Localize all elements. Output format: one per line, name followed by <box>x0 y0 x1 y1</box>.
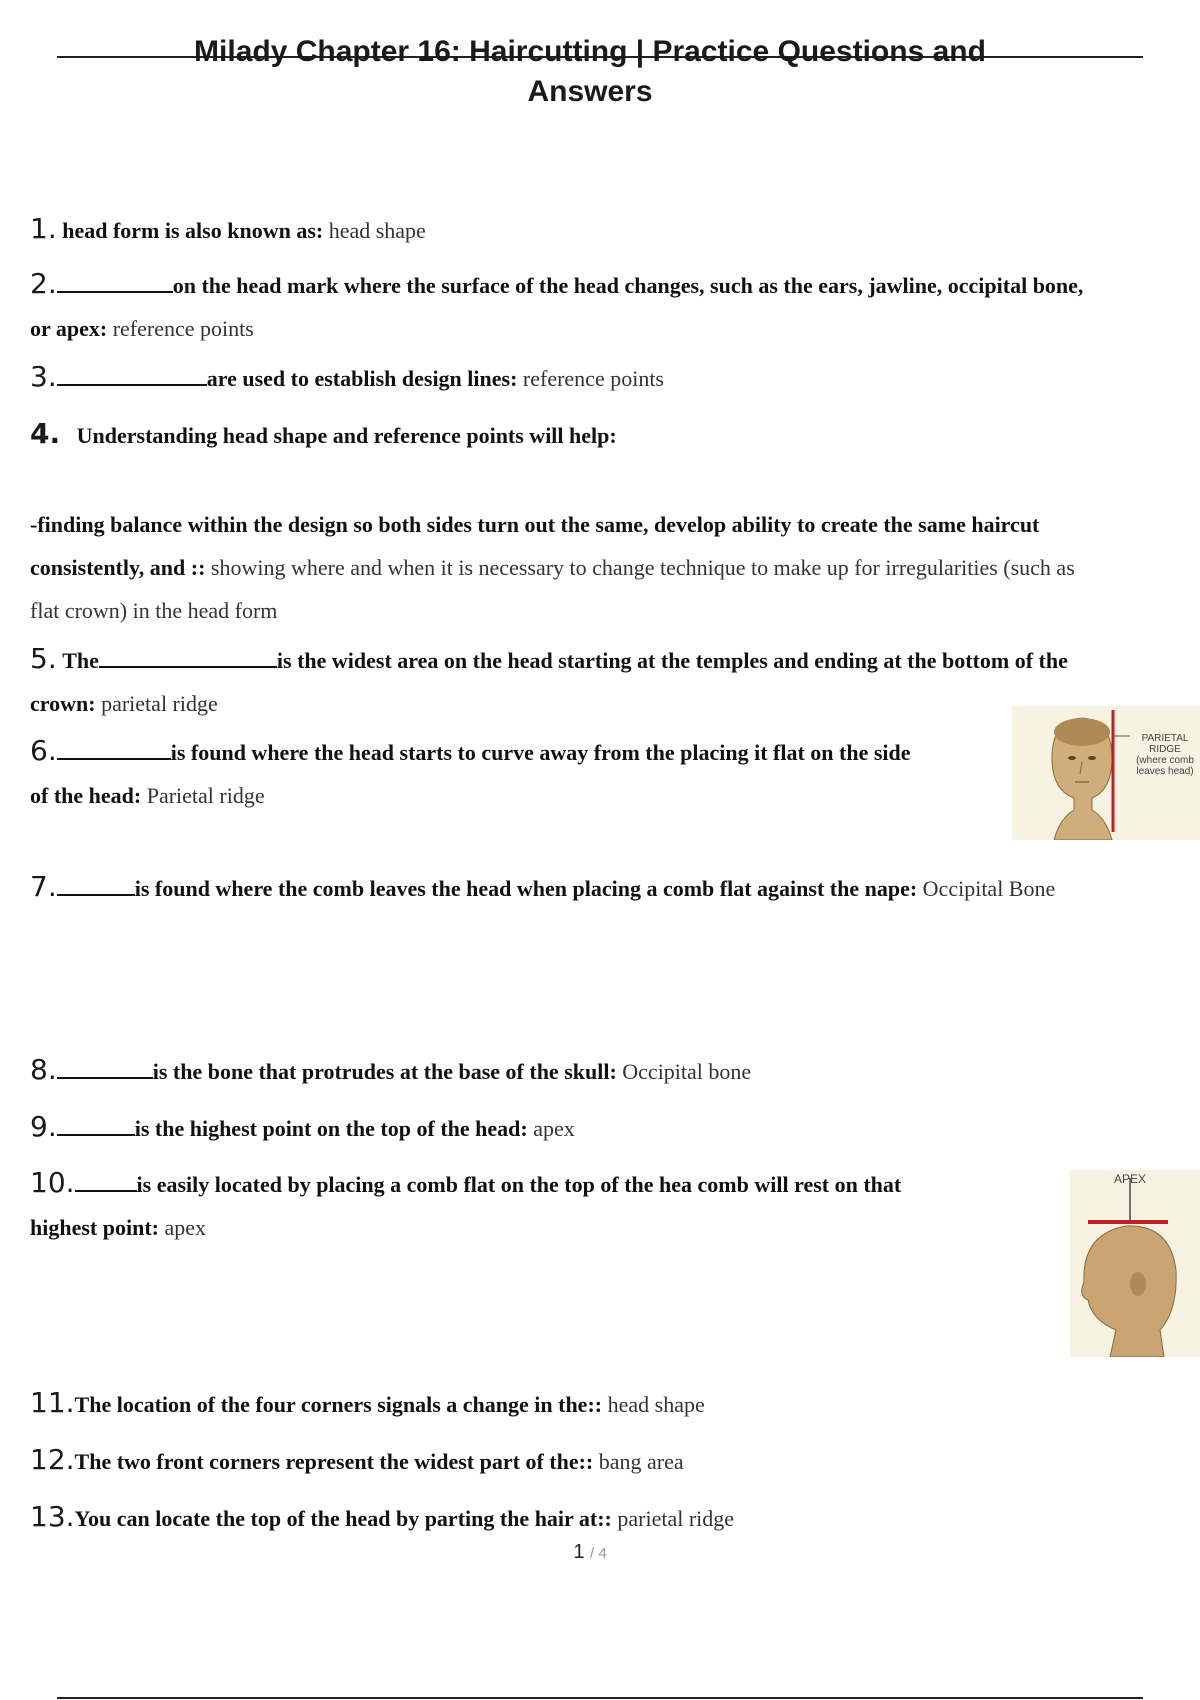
question-answer: head shape <box>607 1392 705 1417</box>
answer-body: -finding balance within the design so both sides turn out the same, develop ability to create the same haircut <box>30 512 1040 537</box>
question-text: You can locate the top of the head by parting the hair at:: <box>74 1506 612 1531</box>
page-number <box>0 1541 1180 1564</box>
current-page: 1 <box>573 1541 585 1563</box>
question-number: 2. <box>30 267 57 300</box>
answer-blank <box>57 1116 135 1136</box>
question-text: is found where the comb leaves the head when placing a comb flat against the nape: <box>134 876 918 901</box>
question-text: are used to establish design lines: <box>206 366 518 391</box>
question-text: is the highest point on the top of the head: <box>134 1116 528 1141</box>
answer-blank <box>99 648 277 668</box>
question-number: 7. <box>30 870 57 903</box>
question-number: 5. <box>30 642 57 675</box>
question-number: 6. <box>30 734 57 767</box>
question-7 <box>30 865 1180 910</box>
question-answer: Occipital Bone <box>922 876 1056 901</box>
answer-blank <box>57 366 207 386</box>
parietal-label: PARIETAL RIDGE (where comb leaves head) <box>1136 733 1194 777</box>
apex-figure <box>1070 1170 1200 1357</box>
page-title <box>0 32 1180 112</box>
title-line-1: Milady Chapter 16: Haircutting | Practice Questions and <box>194 35 986 68</box>
question-1 <box>30 207 1180 252</box>
question-answer: apex <box>164 1215 207 1240</box>
question-4 <box>30 412 1180 457</box>
question-answer: reference points <box>112 316 254 341</box>
question-number: 8. <box>30 1053 57 1086</box>
question-answer: parietal ridge <box>617 1506 735 1531</box>
question-4-answer <box>30 503 1180 632</box>
answer-blank <box>57 876 135 896</box>
question-6 <box>30 729 1180 817</box>
question-text: is easily located by placing a comb flat on the top of the hea comb will rest on that <box>136 1172 902 1197</box>
question-answer: apex <box>533 1116 575 1141</box>
question-number: 12. <box>30 1443 75 1476</box>
question-text: The location of the four corners signals a change in the:: <box>74 1392 603 1417</box>
question-answer: parietal ridge <box>101 691 218 716</box>
question-text-cont: highest point: <box>30 1215 159 1240</box>
question-answer: Parietal ridge <box>146 783 265 808</box>
answer-blank <box>57 1059 153 1079</box>
question-answer: reference points <box>522 366 664 391</box>
question-text-cont: of the head: <box>30 783 142 808</box>
answer-blank <box>75 1172 137 1192</box>
question-prefix: The <box>62 648 99 673</box>
bottom-rule <box>57 1697 1143 1699</box>
question-answer: Occipital bone <box>622 1059 752 1084</box>
question-answer-cont: flat crown) in the head form <box>30 598 278 623</box>
question-number: 3. <box>30 360 57 393</box>
answer-blank <box>57 273 173 293</box>
question-text: on the head mark where the surface of the head changes, such as the ears, jawline, occipital bone, <box>172 273 1084 298</box>
question-answer: bang area <box>598 1449 684 1474</box>
title-line-2: Answers <box>527 75 653 108</box>
question-11 <box>30 1381 1180 1426</box>
answer-body-cont: consistently, and :: <box>30 555 206 580</box>
question-text-cont: or apex: <box>30 316 108 341</box>
question-8 <box>30 1048 1180 1093</box>
question-answer: head shape <box>328 218 426 243</box>
question-number: 1. <box>30 212 57 245</box>
question-number: 11. <box>30 1386 75 1419</box>
question-answer: showing where and when it is necessary to change technique to make up for irregularities (such as <box>210 555 1075 580</box>
question-text-cont: crown: <box>30 691 96 716</box>
question-number: 4. <box>30 417 61 450</box>
total-pages: / 4 <box>590 1545 607 1562</box>
parietal-ridge-figure <box>1012 706 1200 840</box>
question-9 <box>30 1105 1180 1150</box>
question-number: 13. <box>30 1500 75 1533</box>
question-13 <box>30 1495 1180 1540</box>
question-text: The two front corners represent the widest part of the:: <box>74 1449 594 1474</box>
question-5 <box>30 637 1180 725</box>
question-number: 10. <box>30 1166 75 1199</box>
question-text: is found where the head starts to curve away from the placing it flat on the side <box>170 740 911 765</box>
question-2 <box>30 262 1180 350</box>
question-10 <box>30 1161 1180 1249</box>
question-text: Understanding head shape and reference points will help: <box>76 423 617 448</box>
head-side-icon <box>1070 1170 1200 1357</box>
answer-blank <box>57 740 171 760</box>
apex-label: APEX <box>1113 1172 1146 1186</box>
question-12 <box>30 1438 1180 1483</box>
question-text: is the bone that protrudes at the base of the skull: <box>152 1059 617 1084</box>
question-3 <box>30 355 1180 400</box>
question-text: is the widest area on the head starting at the temples and ending at the bottom of the <box>276 648 1068 673</box>
question-number: 9. <box>30 1110 57 1143</box>
question-text: head form is also known as: <box>62 218 324 243</box>
